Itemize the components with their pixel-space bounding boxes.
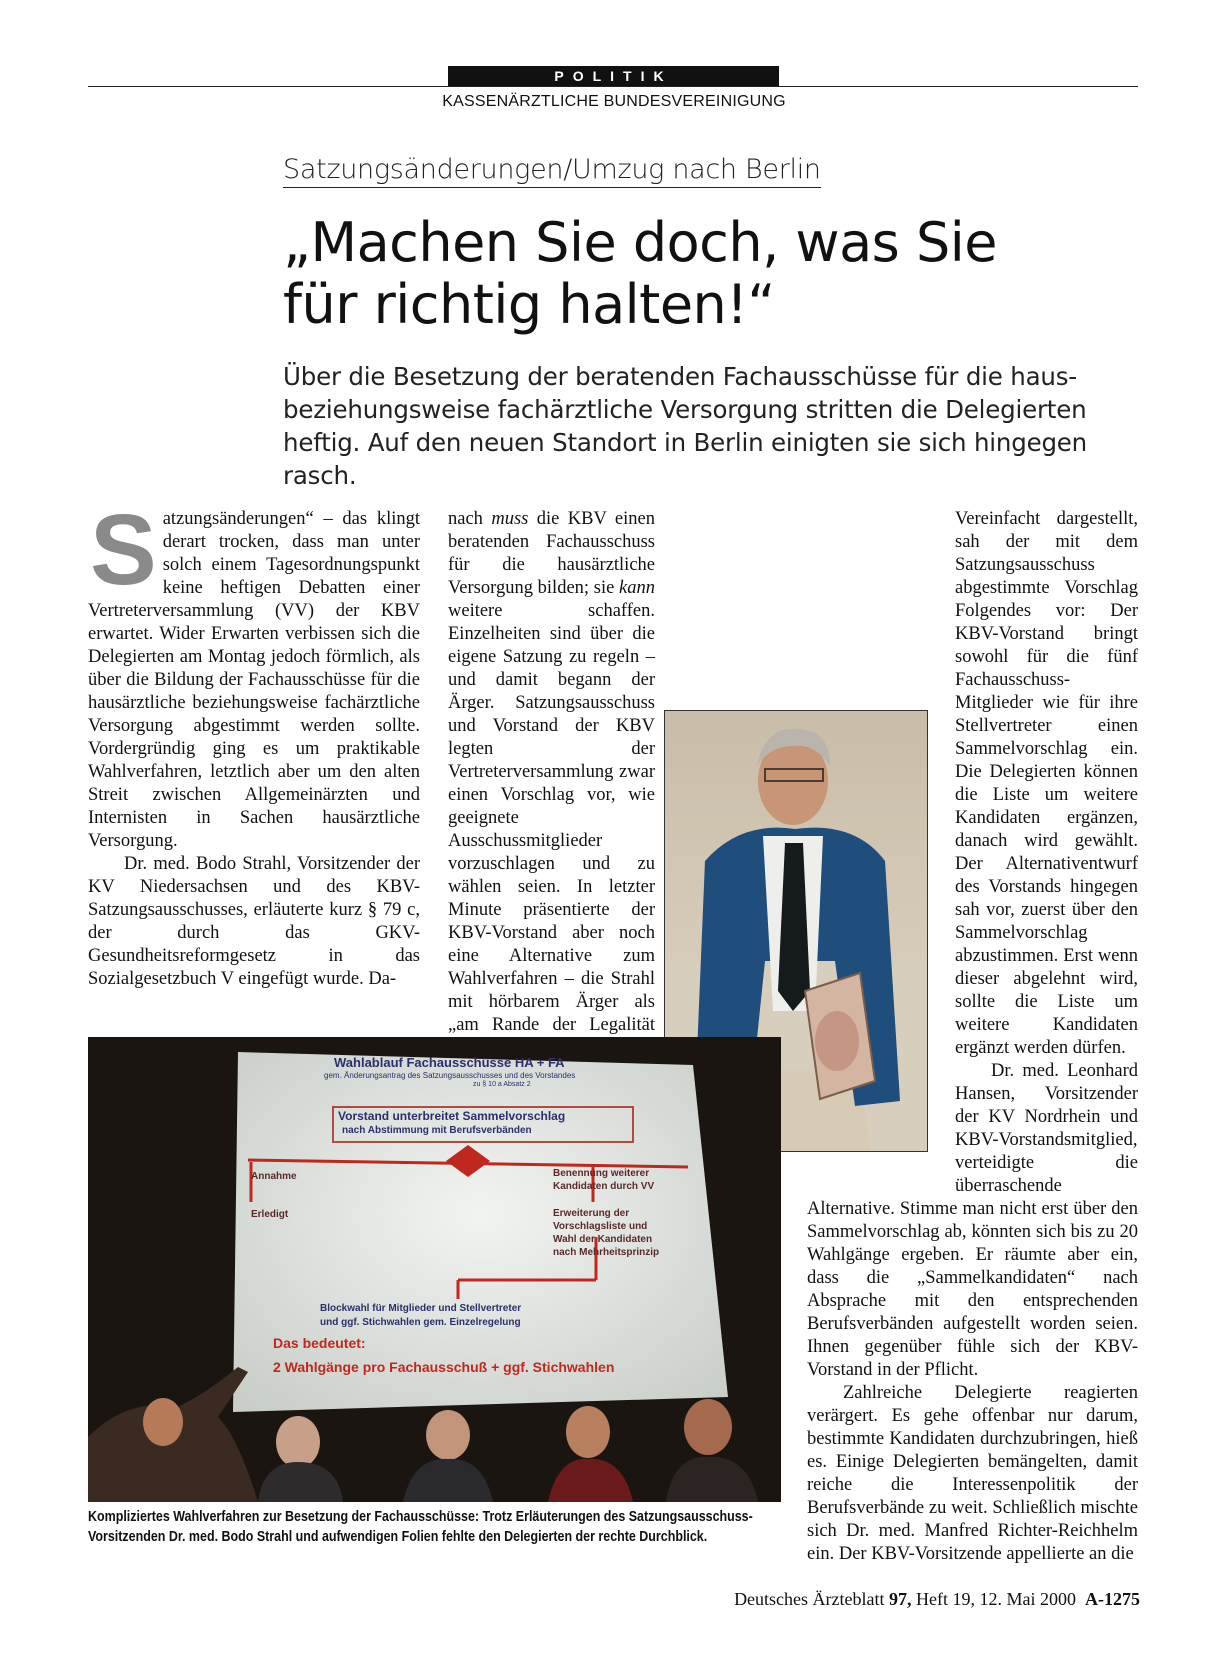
col2-text-a: nach <box>448 509 492 529</box>
col3-paragraph-3: Zahlreiche Delegierte reagierten verärgert. Es gehe offenbar nur darum, bestimmte Kandidaten durchzubringen, hieß es. Einige Delegierten bemängelten, damit reiche die Interessenpolitik der Berufsverbände zu weit. Schließlich mischte sich Dr. med. Manfred Richter-Reichhelm ein. Der KBV-Vorsitzende appellierte an die <box>807 1383 1138 1564</box>
header-rule <box>88 86 1138 87</box>
slide-subtitle-2: zu § 10 a Absatz 2 <box>473 1081 531 1088</box>
headline-line-1: „Machen Sie doch, was Sie <box>283 211 997 274</box>
slide-meaning-text: 2 Wahlgänge pro Fachausschuß + ggf. Stichwahlen <box>273 1359 615 1375</box>
slide-right-2 <box>553 1207 659 1259</box>
slide-left-2: Erledigt <box>251 1209 289 1220</box>
drop-cap: S <box>90 494 157 606</box>
slide-right-1b: Kandidaten durch VV <box>553 1181 655 1192</box>
subsection-label: KASSENÄRZTLICHE BUNDESVEREINIGUNG <box>442 93 786 110</box>
body-column-1 <box>88 494 420 991</box>
slide-title: Wahlablauf Fachausschüsse HA + FA <box>334 1055 565 1070</box>
footer-volume: 97, <box>889 1589 912 1609</box>
slide-right-2a: Erweiterung der <box>553 1208 630 1219</box>
photo-caption: Kompliziertes Wahlverfahren zur Besetzung der Fachausschüsse: Trotz Erläuterungen des Satzungsausschuss-Vorsitzenden Dr. med. Bodo Strahl und aufwendigen Folien fehlte den Delegierten der rechte Durchblick. <box>88 1509 753 1545</box>
slide-right-2b: Vorschlagsliste und <box>553 1221 648 1232</box>
headline-line-2: für richtig halten!“ <box>283 273 775 336</box>
slide-right-1a: Benennung weiterer <box>553 1168 650 1179</box>
article-headline <box>283 212 1163 336</box>
col2-emphasis-muss: muss <box>491 509 529 529</box>
slide-right-2d: nach Mehrheitsprinzip <box>553 1247 660 1258</box>
meeting-photo <box>88 1037 781 1502</box>
slide-left-1: Annahme <box>251 1171 297 1182</box>
slide-box-line-1: Vorstand unterbreitet Sammelvorschlag <box>338 1109 566 1123</box>
col2-emphasis-kann: kann <box>619 578 655 598</box>
col3-paragraph-1: Vereinfacht dargestellt, sah der mit dem Satzungsausschuss abgestimmte Vorschlag Folgendes vor: Der KBV-Vorstand bringt sowohl für die fünf Fachausschuss-Mitglieder wie für ihre Stellvertreter einen Sammelvorschlag ein. Die Delegierten können die Liste um weitere Kandidaten ergänzen, danach wird gewählt. Der Alternativentwurf des Vorstands hingegen sah vor, zuerst über den Sammelvorschlag abzustimmen. Erst wenn dieser abgelehnt wird, sollte die Liste um weitere Kandidaten ergänzt werden dürfen. <box>955 509 1138 1058</box>
article-intro: Über die Besetzung der beratenden Fachausschüsse für die haus- beziehungsweise fachärztliche Versorgung stritten die Delegierten heftig. Auf den neuen Standort in Berlin einigten sie sich hingegen rasch. <box>283 362 1088 490</box>
slide-box-line-2: nach Abstimmung mit Berufsverbänden <box>342 1125 532 1136</box>
col3-paragraph-2: Dr. med. Leonhard Hansen, Vorsitzender der KV Nordrhein und KBV-Vorstandsmitglied, verteidigte die überraschende Alternative. Stimme man nicht erst über den Sammelvorschlag ab, könnten sich bis zu 20 Wahlgänge ergeben. Er räumte aber ein, dass die „Sammelkandidaten“ nach Absprache mit den entsprechenden Berufsverbänden aufgestellt worden seien. Ihnen gegenüber fühle sich der KBV-Vorstand in der Pflicht. <box>807 1061 1138 1380</box>
col1-paragraph-2: Dr. med. Bodo Strahl, Vorsitzender der KV Niedersachsen und des KBV-Satzungsausschusses, erläuterte kurz § 79 c, der durch das GKV-Gesundheitsreformgesetz in das Sozialgesetzbuch V eingefügt wurde. Da- <box>88 854 420 989</box>
article-kicker: Satzungsänderungen/Umzug nach Berlin <box>283 154 821 188</box>
footer-page-number: A-1275 <box>1085 1589 1140 1609</box>
col2-text-c: weitere schaffen. Einzelheiten sind über die eigene Satzung zu regeln – und damit begann der Ärger. Satzungsausschuss und Vorstand der KBV legten der Vertreterversammlung zwar einen Vorschlag vor, wie geeignete Ausschussmitglieder vorzuschlagen und zu wählen seien. In letzter Minute präsentierte der KBV-Vorstand aber noch eine Alternative zum Wahlverfahren – die Strahl mit hörbarem Ärger als „am Rande der Legalität <box>448 601 655 1035</box>
slide-meaning-label: Das bedeutet: <box>273 1335 366 1351</box>
slide-block-2: und ggf. Stichwahlen gem. Einzelregelung <box>320 1317 521 1328</box>
section-label: POLITIK <box>448 66 779 86</box>
slide-block-1: Blockwahl für Mitglieder und Stellvertreter <box>320 1303 522 1314</box>
page-footer <box>640 1589 1140 1610</box>
col2-text-b: die KBV einen beratenden Fachausschuss für die hausärztliche Versorgung bilden; sie <box>448 509 655 598</box>
slide-subtitle-1: gem. Änderungsantrag des Satzungsausschusses und des Vorstandes <box>324 1071 576 1080</box>
footer-journal: Deutsches Ärzteblatt <box>734 1589 885 1609</box>
slide-right-1 <box>553 1167 654 1193</box>
slide-right-2c: Wahl der Kandidaten <box>553 1234 653 1245</box>
col1-paragraph-1: atzungsänderungen“ – das klingt derart trocken, dass man unter solch einem Tagesordnungspunkt keine heftigen Debatten einer Vertreterversammlung (VV) der KBV erwartet. Wider Erwarten verbissen sich die Delegierten am Montag jedoch förmlich, als über die Bildung der Fachausschüsse für die hausärztliche beziehungsweise fachärztliche Versorgung abgestimmt werden sollte. Vordergründig ging es um praktikable Wahlverfahren, letztlich aber um den alten Streit zwischen Allgemeinärzten und Internisten in Sachen hausärztliche Versorgung. <box>88 509 420 851</box>
footer-issue: Heft 19, 12. Mai 2000 <box>916 1589 1076 1609</box>
